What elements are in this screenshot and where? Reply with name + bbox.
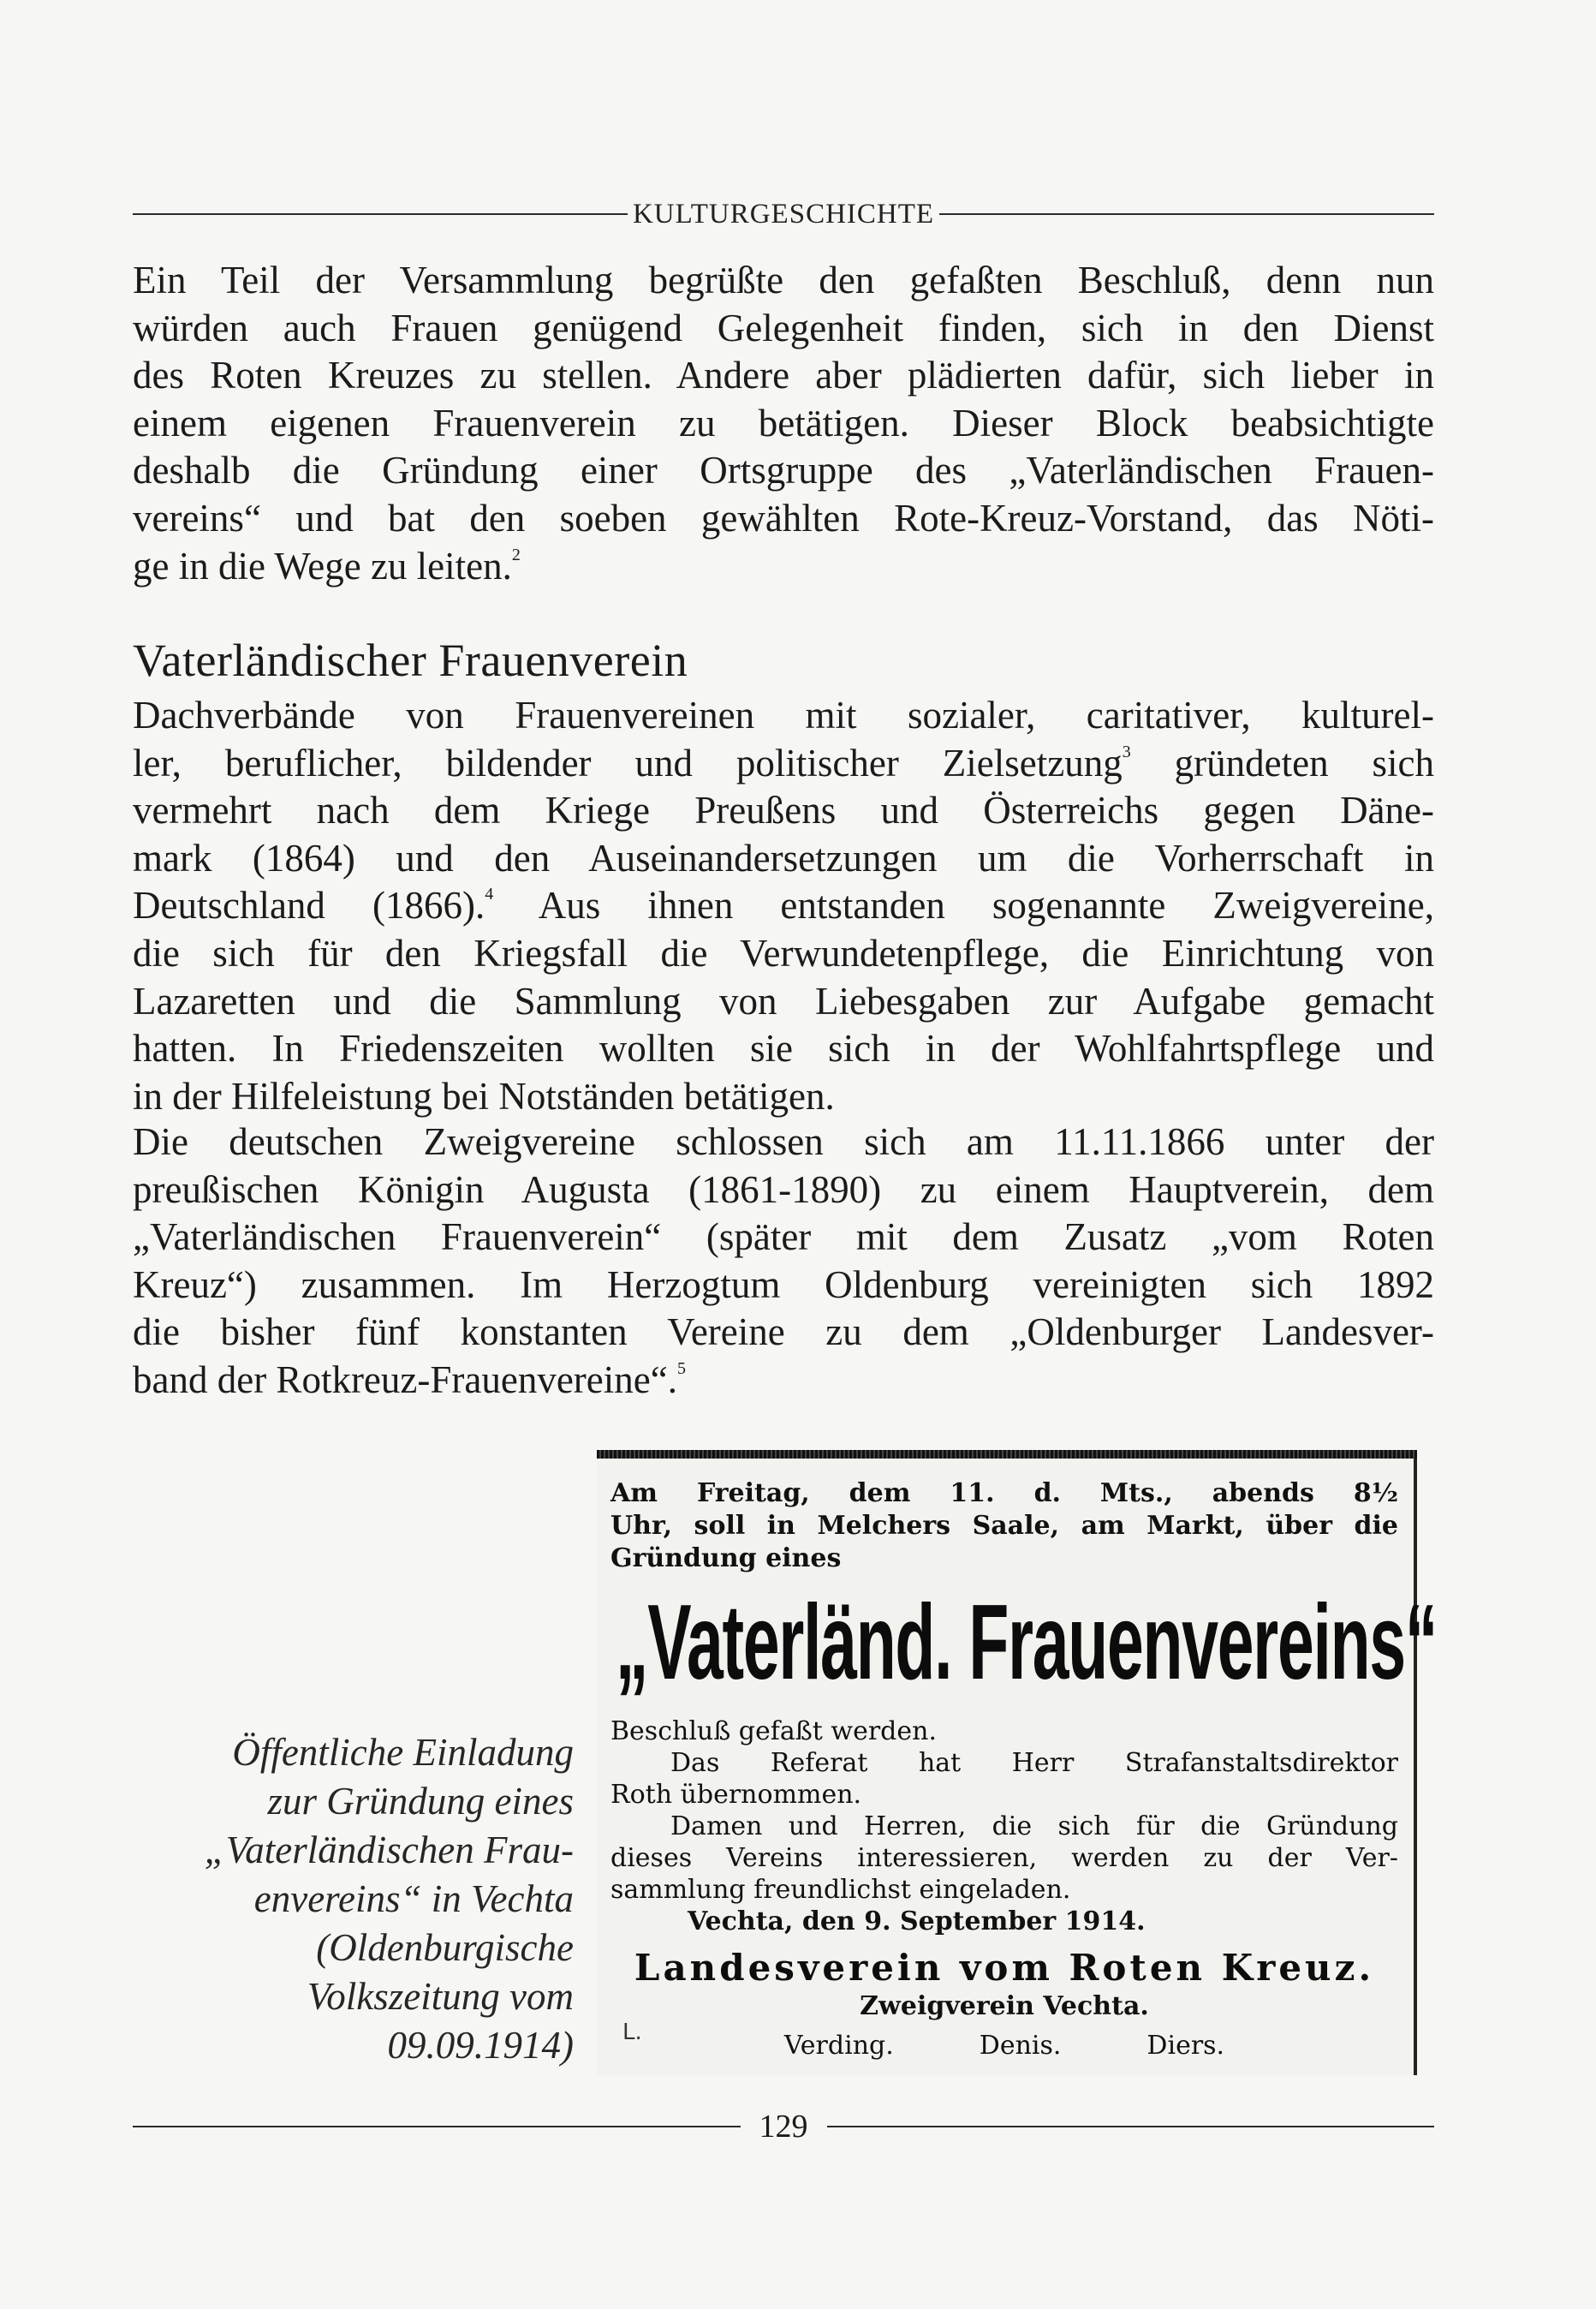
clipping-organization: Landesverein vom Roten Kreuz.	[634, 1947, 1375, 1989]
footer-rule-left	[133, 2126, 741, 2127]
text-line: die bisher fünf konstanten Vereine zu dem „Oldenburger Landesver-	[133, 1310, 1434, 1354]
text-fragment: band der Rotkreuz-Frauenvereine“.	[133, 1357, 677, 1401]
clipping-line: Uhr, soll in Melchers Saale, am Markt, über die	[610, 1511, 1398, 1541]
header-rule-right	[939, 213, 1434, 215]
clipping-line: Am Freitag, dem 11. d. Mts., abends 8½	[610, 1478, 1398, 1508]
text-line: die sich für den Kriegsfall die Verwundetenpflege, die Einrichtung von	[133, 931, 1434, 975]
text-line: hatten. In Friedenszeiten wollten sie sich in der Wohlfahrtspflege und	[133, 1027, 1434, 1071]
footnote-ref: 2	[511, 545, 521, 564]
caption-line: 09.09.1914)	[387, 2024, 574, 2067]
header-rule-left	[133, 213, 628, 215]
text-line: Dachverbände von Frauenvereinen mit sozialer, caritativer, kulturel-	[133, 694, 1434, 737]
page-number: 129	[759, 2109, 808, 2145]
text-line: einem eigenen Frauenverein zu betätigen. Dieser Block beabsichtigte	[133, 401, 1434, 444]
caption-line: „Vaterländischen Frau-	[204, 1829, 574, 1871]
text-fragment: Aus ihnen entstanden sogenannte Zweigvereine,	[493, 884, 1434, 928]
text-fragment: Deutschland (1866).	[133, 884, 485, 928]
text-line: deshalb die Gründung einer Ortsgruppe des „Vaterländischen Frauen-	[133, 449, 1434, 492]
clipping-line: Das Referat hat Herr Strafanstaltsdirektor	[670, 1748, 1398, 1778]
text-line: „Vaterländischen Frauenverein“ (später mit dem Zusatz „vom Roten	[133, 1215, 1434, 1259]
paragraph-intro	[133, 257, 1434, 590]
newspaper-clipping	[597, 1450, 1438, 2075]
text-line: Kreuz“) zusammen. Im Herzogtum Oldenburg vereinigten sich 1892	[133, 1262, 1434, 1306]
running-header	[133, 195, 1434, 233]
text-line: vermehrt nach dem Kriege Preußens und Österreichs gegen Däne-	[133, 789, 1434, 832]
text-line: Die deutschen Zweigvereine schlossen sich am 11.11.1866 unter der	[133, 1120, 1434, 1163]
text-line: in der Hilfeleistung bei Notständen betätigen.	[133, 1074, 835, 1118]
section-heading: Vaterländischer Frauenverein	[133, 635, 688, 686]
clipping-line: Roth übernommen.	[610, 1780, 862, 1810]
caption-line: zur Gründung eines	[267, 1780, 574, 1823]
text-fragment: ge in die Wege zu leiten.	[133, 544, 512, 588]
clipping-top-border	[597, 1450, 1417, 1459]
paragraph-association	[133, 1119, 1434, 1405]
text-line: Lazaretten und die Sammlung von Liebesgaben zur Aufgabe gemacht	[133, 979, 1434, 1023]
caption-line: envereins“ in Vechta	[253, 1877, 574, 1920]
footer-rule-right	[827, 2126, 1435, 2127]
caption-line: Öffentliche Einladung	[232, 1731, 574, 1774]
clipping-branch: Zweigverein Vechta.	[860, 1991, 1149, 2021]
text-line	[133, 882, 1434, 930]
clipping-line: Gründung eines	[610, 1543, 842, 1573]
section-title: KULTURGESCHICHTE	[632, 198, 935, 230]
signatory-name: Denis.	[979, 2031, 1062, 2061]
clipping-line: sammlung freundlichst eingeladen.	[610, 1875, 1071, 1905]
footnote-ref: 4	[485, 885, 494, 904]
clipping-line: Beschluß gefaßt werden.	[610, 1716, 937, 1746]
clipping-intro	[610, 1477, 1398, 1575]
footnote-ref: 5	[676, 1358, 686, 1378]
figure-caption	[163, 1728, 574, 2070]
text-line	[133, 543, 1434, 591]
clipping-line: Damen und Herren, die sich für die Gründung	[670, 1811, 1398, 1841]
text-line: preußischen Königin Augusta (1861-1890) zu einem Hauptverein, dem	[133, 1167, 1434, 1211]
paragraph-history	[133, 692, 1434, 1120]
caption-line: (Oldenburgische	[316, 1926, 574, 1969]
text-line	[133, 1357, 1434, 1405]
clipping-signatories	[610, 2031, 1398, 2061]
text-line	[133, 740, 1434, 788]
clipping-date: Vechta, den 9. September 1914.	[688, 1906, 1146, 1936]
page-footer	[133, 2105, 1434, 2148]
text-line: vereins“ und bat den soeben gewählten Rote-Kreuz-Vorstand, das Nöti-	[133, 496, 1434, 540]
clipping-body	[610, 1715, 1398, 1937]
signatory-name: Diers.	[1146, 2031, 1225, 2061]
text-fragment: gründeten sich	[1130, 741, 1435, 785]
caption-line: Volkszeitung vom	[307, 1975, 574, 2018]
signatory-name: Verding.	[783, 2031, 894, 2061]
clipping-line: dieses Vereins interessieren, werden zu der Ver-	[610, 1843, 1398, 1873]
text-line: Ein Teil der Versammlung begrüßte den gefaßten Beschluß, denn nun	[133, 259, 1434, 301]
text-line: des Roten Kreuzes zu stellen. Andere aber plädierten dafür, sich lieber in	[133, 354, 1434, 397]
text-line: würden auch Frauen genügend Gelegenheit finden, sich in den Dienst	[133, 306, 1434, 349]
clipping-headline: „Vaterländ. Frauenvereins“	[616, 1584, 1438, 1702]
margin-mark: L.	[622, 2020, 642, 2045]
footnote-ref: 3	[1122, 742, 1131, 761]
text-fragment: ler, beruflicher, bildender und politischer Zielsetzung	[133, 741, 1123, 785]
text-line: mark (1864) und den Auseinandersetzungen um die Vorherrschaft in	[133, 836, 1434, 880]
